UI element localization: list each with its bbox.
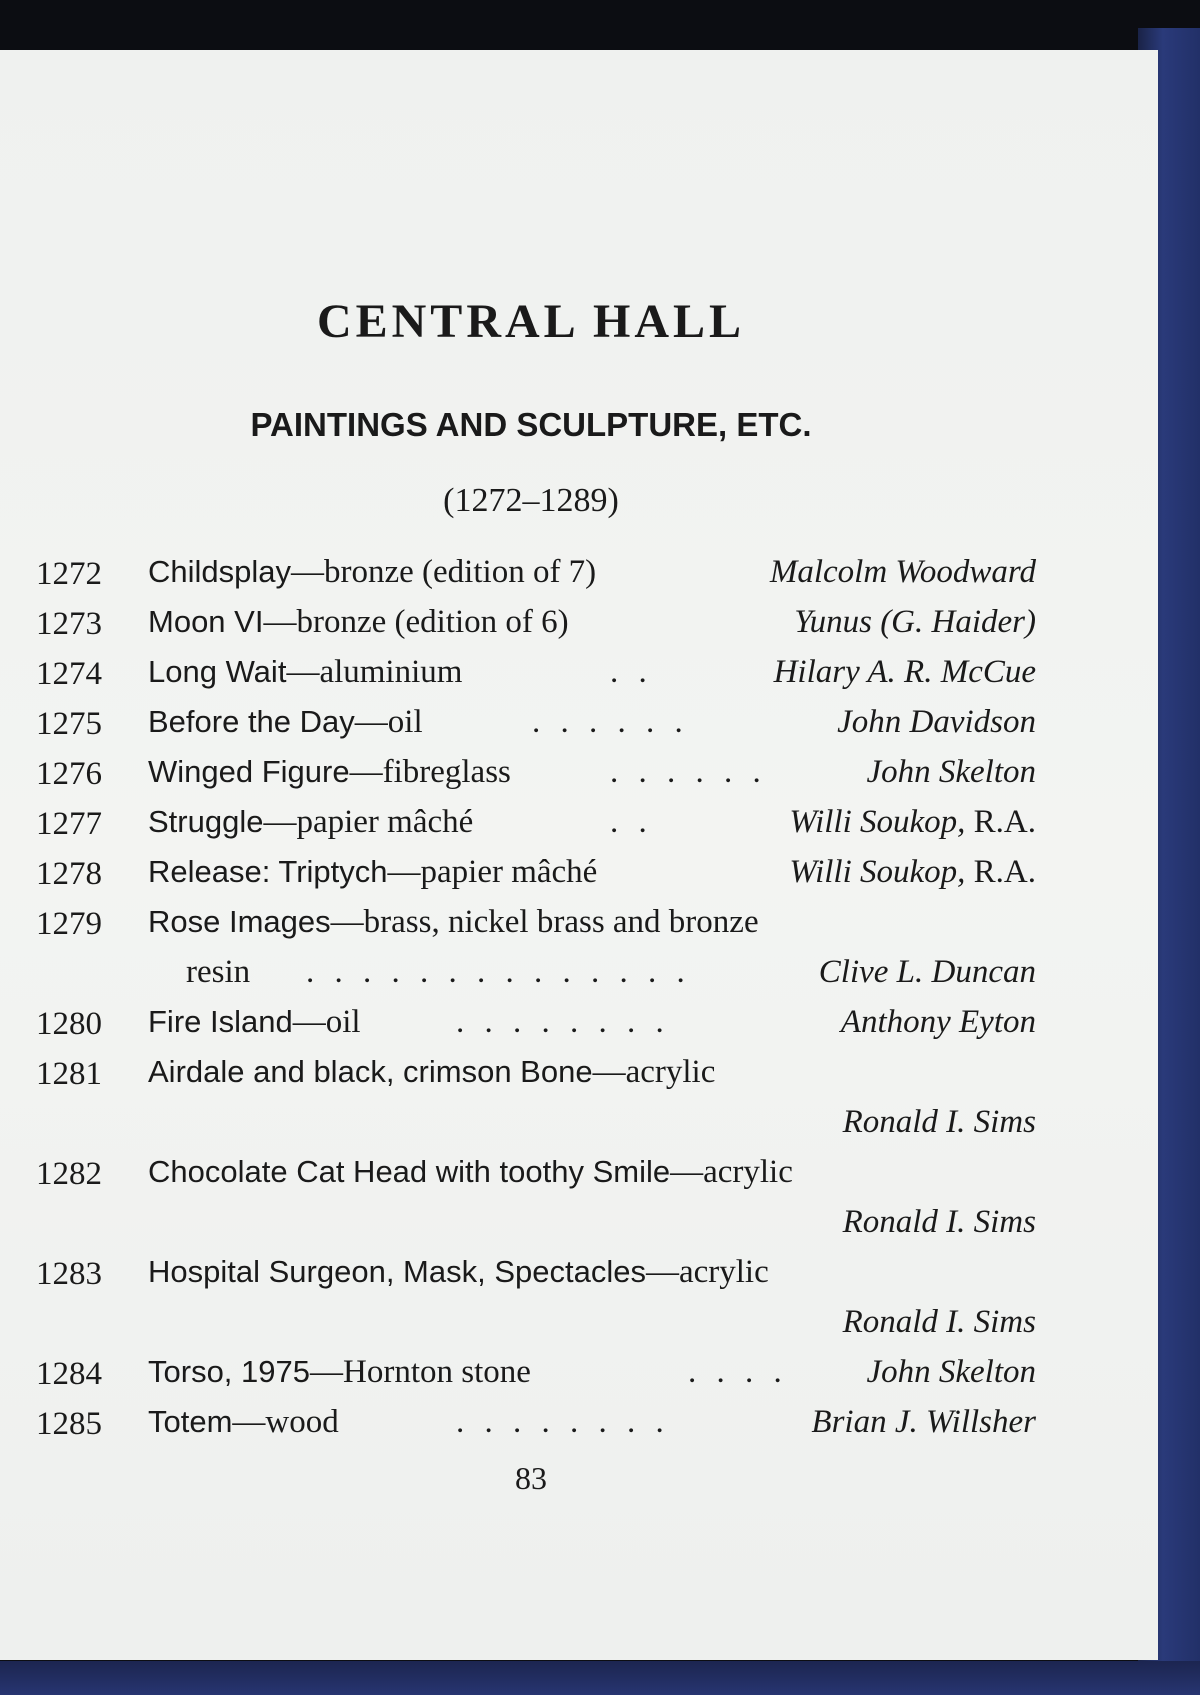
catalogue-entry-continuation [36,1104,1036,1148]
entry-artist [843,1304,1036,1341]
entry-artist [789,804,1036,841]
entry-title: Airdale and black, crimson Bone [148,1054,593,1089]
page-title: CENTRAL HALL [316,295,746,348]
artist-name: John Davidson [837,704,1036,740]
artist-honour: R.A. [965,804,1036,840]
entry-number: 1285 [36,1406,102,1442]
catalogue-entry [36,604,1036,648]
leader-dots: . . . . . . [532,704,689,740]
artist-honour: R.A. [965,854,1036,890]
entry-number: 1273 [36,606,102,642]
entry-title: Totem [148,1404,233,1439]
entry-title-line [148,1154,793,1191]
artist-name: Clive L. Duncan [818,954,1036,990]
entry-title: Winged Figure [148,754,350,789]
catalogue-entry [36,804,1036,848]
catalogue-entry [36,854,1036,898]
entry-number: 1278 [36,856,102,892]
catalogue-entry [36,1054,1036,1098]
entry-medium: —fibreglass [349,754,511,790]
entry-number: 1274 [36,656,102,692]
entry-title-line [148,554,596,591]
artist-name: Ronald I. Sims [842,1304,1036,1340]
catalogue-entry-continuation [36,1304,1036,1348]
entry-medium: —aluminium [286,654,463,690]
entry-title: Before the Day [148,704,355,739]
catalogue-entry [36,654,1036,698]
entry-title-line [148,1004,361,1041]
leader-dots: . . . . . . . . . . . . . . [306,954,691,990]
leader-dots: . . . . . . . . [456,1404,670,1440]
entry-title-line [148,754,511,791]
entry-medium: —oil [292,1004,361,1040]
book-cover-bottom [0,1661,1200,1695]
entry-medium: —bronze (edition of 6) [263,604,569,640]
entry-artist [789,854,1036,891]
entry-artist [819,954,1036,991]
entry-title-line [148,604,569,641]
artist-name: Willi Soukop, [789,804,966,840]
page-number: 83 [515,1460,547,1496]
entry-title: Moon VI [148,604,264,639]
catalogue-entry [36,1354,1036,1398]
entry-title: Rose Images [148,904,331,939]
entry-medium-continuation: resin [186,954,251,990]
entry-artist [770,554,1036,591]
leader-dots: . . . . . . . . [456,1004,670,1040]
entry-number: 1281 [36,1056,102,1092]
entry-title: Fire Island [148,1004,293,1039]
entry-artist [866,754,1036,791]
artist-name: Ronald I. Sims [842,1204,1036,1240]
entry-title-line [148,904,759,941]
entry-medium: —papier mâché [263,804,474,840]
entry-medium: —oil [354,704,423,740]
entry-title: Torso, 1975 [148,1354,310,1389]
entry-title: Struggle [148,804,264,839]
catalogue-entry-continuation [36,1204,1036,1248]
entry-title: Long Wait [148,654,287,689]
artist-name: Yunus (G. Haider) [794,604,1036,640]
leader-dots: . . [610,804,653,840]
entry-artist [811,1404,1036,1441]
entry-title: Chocolate Cat Head with toothy Smile [148,1154,671,1189]
entry-number: 1275 [36,706,102,742]
artist-name: John Skelton [866,754,1036,790]
entry-medium: —acrylic [670,1154,793,1190]
entry-medium: —acrylic [645,1254,769,1290]
entry-title-line [148,1404,339,1441]
entry-artist [841,1004,1036,1041]
entry-artist [866,1354,1036,1391]
leader-dots: . . . . [688,1354,788,1390]
catalogue-entry [36,1004,1036,1048]
entry-title: Release: Triptych [148,854,388,889]
entry-number: 1272 [36,556,102,592]
artist-name: Ronald I. Sims [842,1104,1036,1140]
catalogue-entry [36,1404,1036,1448]
entry-number: 1277 [36,806,102,842]
catalogue-entry-continuation [36,954,1036,998]
leader-dots: . . . . . . [610,754,767,790]
entry-number: 1276 [36,756,102,792]
entry-medium: —Hornton stone [310,1354,531,1390]
entry-number: 1284 [36,1356,102,1392]
artist-name: Anthony Eyton [840,1004,1036,1040]
entry-medium: —acrylic [592,1054,716,1090]
entry-title-line [148,704,423,741]
entry-number: 1280 [36,1006,102,1042]
catalogue-entry [36,1154,1036,1198]
catalogue-page [0,50,1158,1660]
entry-artist [774,654,1036,691]
entry-medium: —papier mâché [387,854,598,890]
catalogue-entry [36,1254,1036,1298]
section-subtitle: PAINTINGS AND SCULPTURE, ETC. [250,406,812,443]
artist-name: Willi Soukop, [789,854,966,890]
catalogue-entry [36,754,1036,798]
entry-artist [843,1104,1036,1141]
entry-title-line [148,1254,769,1291]
catalogue-entry [36,704,1036,748]
entry-title-line [148,654,462,691]
entry-number: 1279 [36,906,102,942]
entry-title-line [148,1054,715,1091]
catalogue-entry [36,554,1036,598]
artist-name: John Skelton [866,1354,1036,1390]
entry-title: Childsplay [148,554,292,589]
leader-dots: . . [610,654,653,690]
entry-title-line [148,854,597,891]
entry-medium: —brass, nickel brass and bronze [330,904,759,940]
entry-artist [843,1204,1036,1241]
entry-medium: —wood [232,1404,339,1440]
catalogue-range: (1272–1289) [443,482,619,519]
catalogue-entry [36,904,1036,948]
entry-medium: —bronze (edition of 7) [291,554,597,590]
entry-number: 1283 [36,1256,102,1292]
entry-artist [837,704,1036,741]
artist-name: Brian J. Willsher [811,1404,1036,1440]
entry-artist [794,604,1036,641]
artist-name: Hilary A. R. McCue [773,654,1036,690]
entry-title-line [148,1354,531,1391]
artist-name: Malcolm Woodward [769,554,1036,590]
entry-number: 1282 [36,1156,102,1192]
entry-title: Hospital Surgeon, Mask, Spectacles [148,1254,646,1289]
entry-title-line [148,804,473,841]
